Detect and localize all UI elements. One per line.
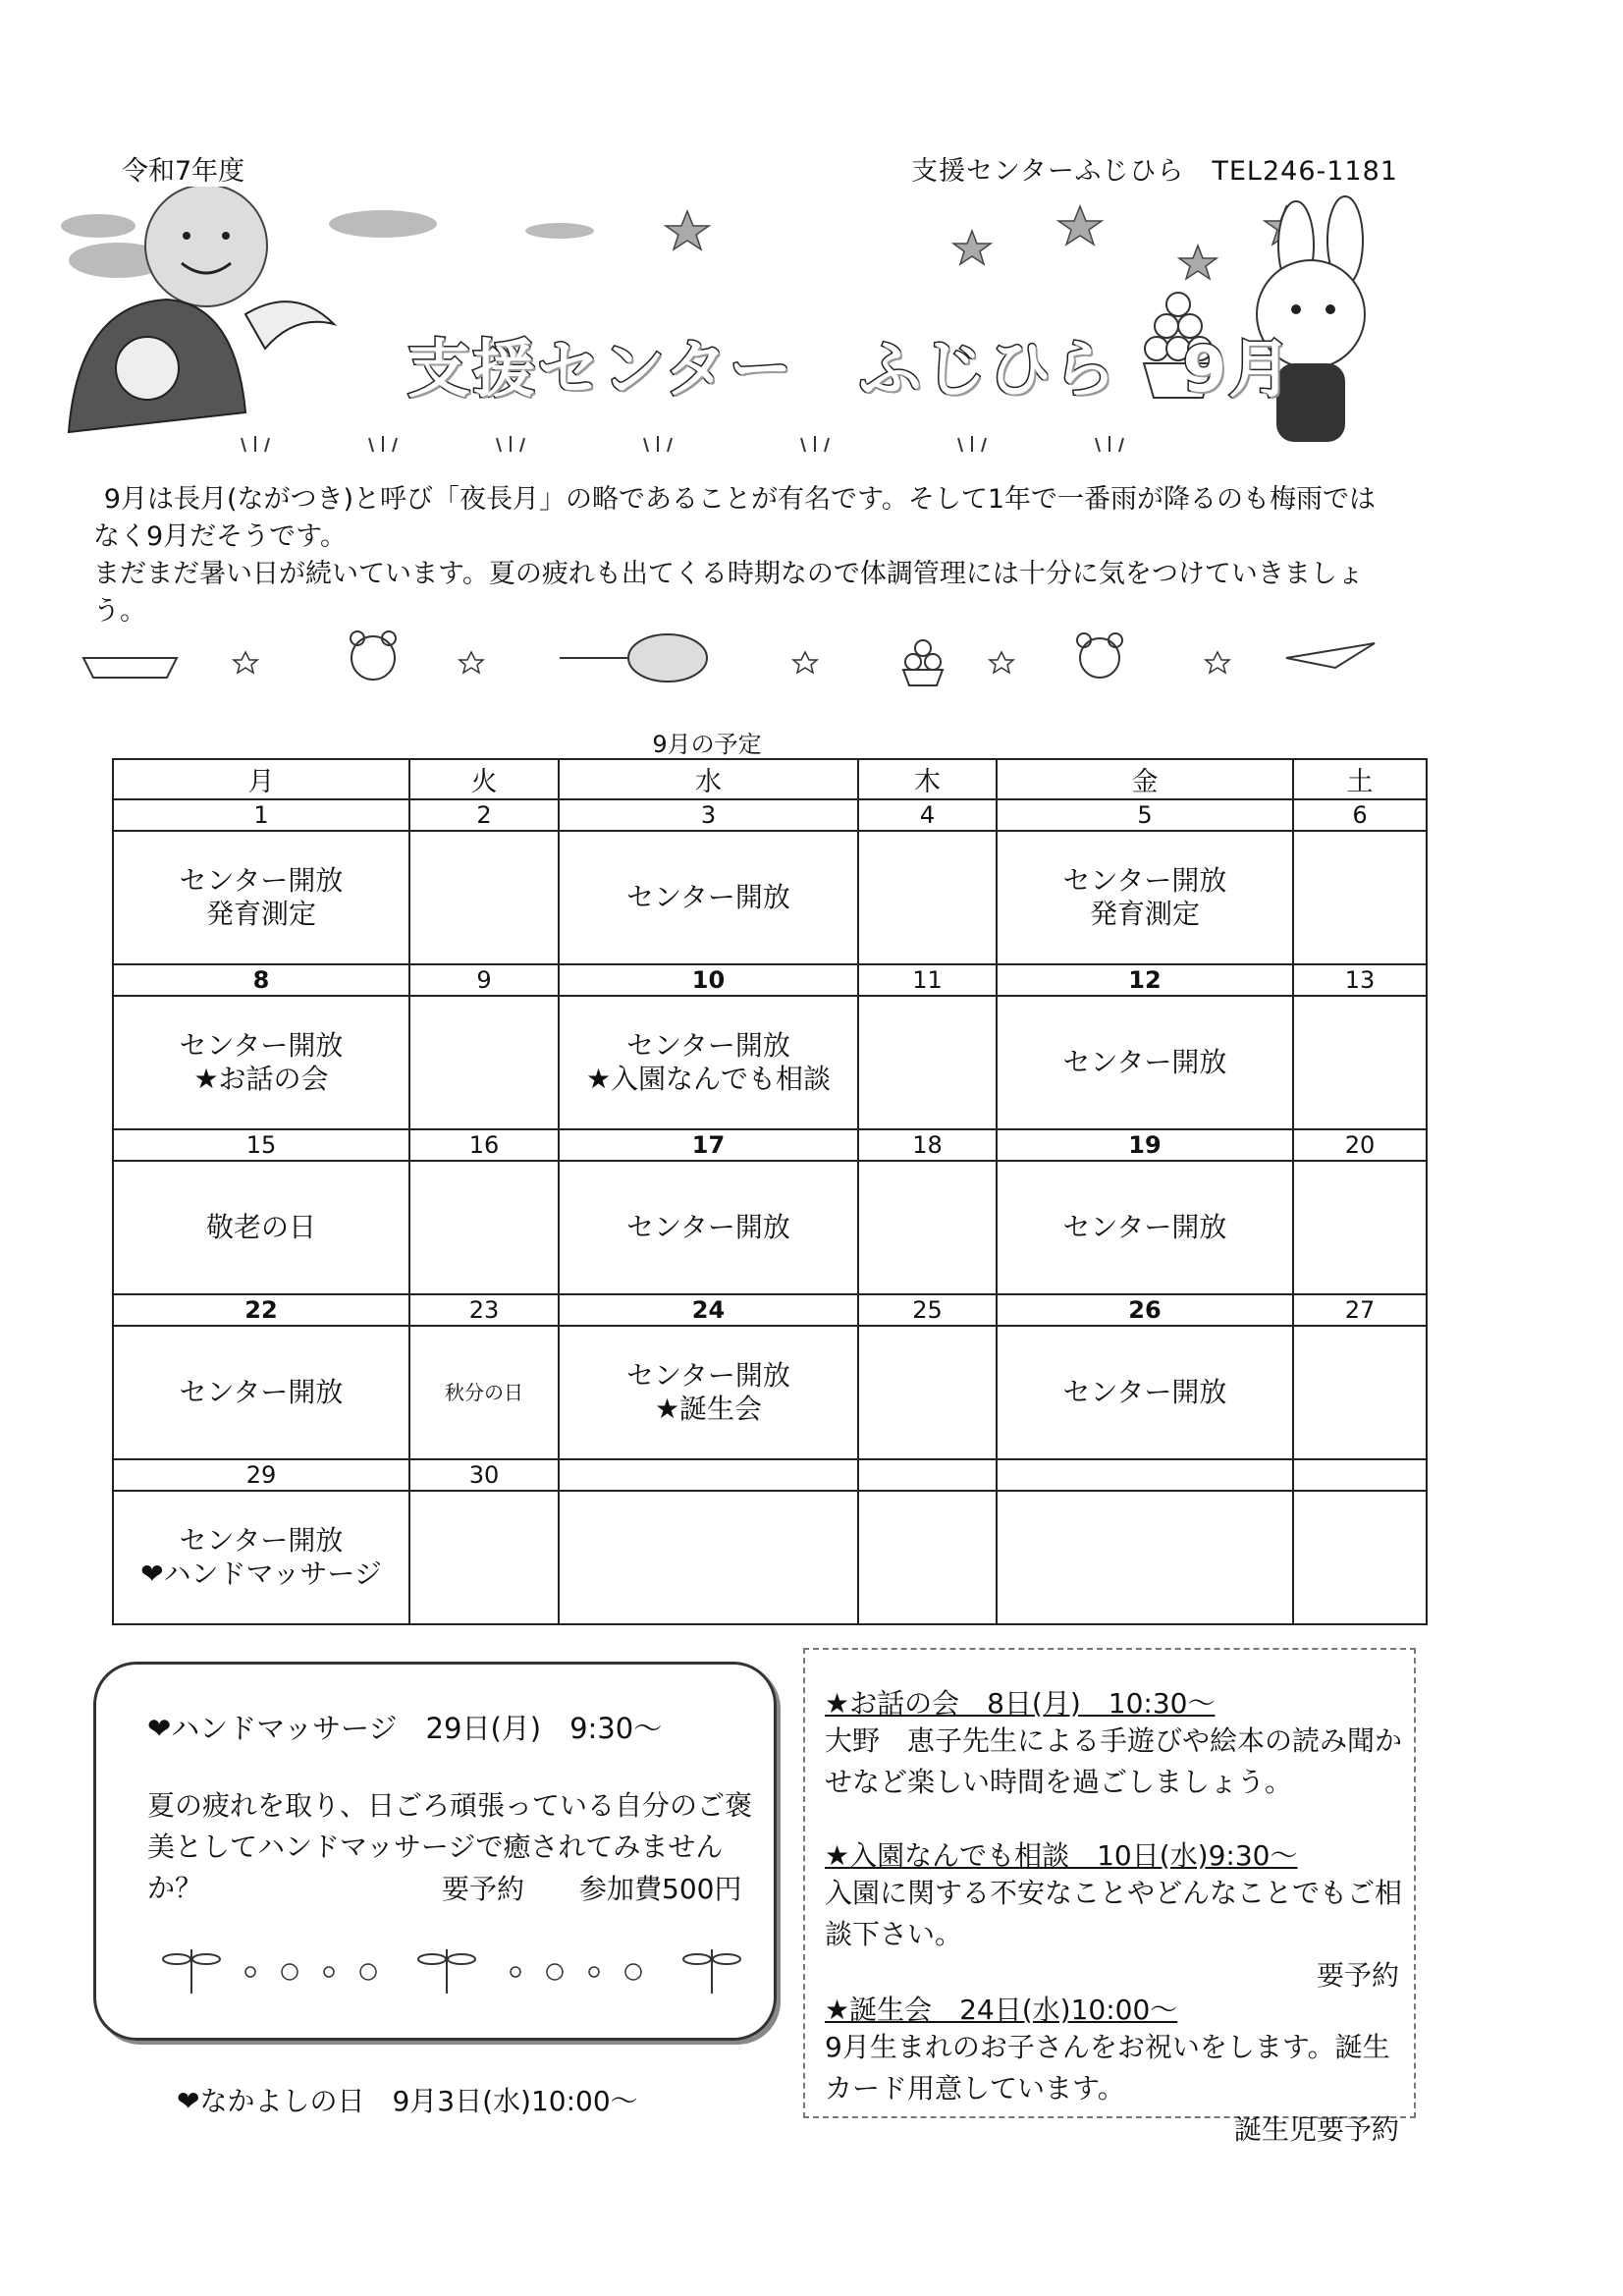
dragonfly-icon: [683, 1949, 740, 1994]
event-text: 秋分の日: [445, 1381, 523, 1404]
date-cell: 8: [113, 964, 409, 996]
event-cell: [858, 996, 997, 1129]
paper-plane-icon: [1286, 643, 1375, 668]
event-text: ★入園なんでも相談: [585, 1063, 832, 1095]
intro-paragraph-1: 9月は長月(ながつき)と呼び「夜長月」の略であることが有名です。そして1年で一番雨が降るのも梅雨ではなく9月だそうです。: [93, 484, 1377, 552]
date-cell: 11: [858, 964, 997, 996]
dango-icon: [903, 640, 943, 685]
event-cell: [1293, 1161, 1427, 1294]
event-text: センター開放: [626, 1029, 790, 1062]
event-row: [113, 1491, 1427, 1624]
fruit-basket-icon: [83, 658, 177, 678]
date-cell: [858, 1459, 997, 1491]
event-cell: [409, 1161, 559, 1294]
date-cell: 4: [858, 799, 997, 831]
event-cell: [409, 1491, 559, 1624]
event-description: 9月生まれのお子さんをお祝いをします。誕生カード用意しています。: [825, 2031, 1390, 2105]
event-text: センター開放: [1062, 864, 1227, 897]
event-text: ❤ハンドマッサージ: [140, 1558, 382, 1590]
event-cell: [113, 1491, 409, 1624]
date-cell: 10: [559, 964, 858, 996]
event-cell: [997, 1326, 1293, 1459]
date-cell: 26: [997, 1294, 1293, 1326]
date-cell: 16: [409, 1129, 559, 1161]
mouse-icon: [1077, 633, 1122, 678]
event-text: 発育測定: [205, 898, 316, 930]
schedule-caption: 9月の予定: [652, 731, 762, 758]
event-title: ★入園なんでも相談 10日(水)9:30～: [825, 1839, 1298, 1872]
date-cell: 22: [113, 1294, 409, 1326]
date-row: [113, 1459, 1427, 1491]
date-cell: 9: [409, 964, 559, 996]
event-cell: [559, 1326, 858, 1459]
event-text: センター開放: [1062, 1046, 1227, 1078]
event-text: ★誕生会: [654, 1393, 763, 1425]
date-cell: 24: [559, 1294, 858, 1326]
event-text: センター開放: [179, 1524, 344, 1557]
weekday-header-row: [113, 759, 1427, 799]
moon-face-icon: [560, 634, 707, 682]
grass-icon: [242, 436, 1123, 452]
date-row: [113, 799, 1427, 831]
event-note: 要予約: [1316, 1959, 1399, 1992]
decorative-border: [79, 629, 1404, 687]
event-cell: [997, 996, 1293, 1129]
date-cell: 27: [1293, 1294, 1427, 1326]
event-note: 誕生児要予約: [1233, 2113, 1399, 2146]
event-row: [113, 1161, 1427, 1294]
hand-massage-note: 要予約 参加費500円: [442, 1873, 742, 1905]
event-text: センター開放: [179, 1376, 344, 1408]
date-cell: 30: [409, 1459, 559, 1491]
event-cell: [858, 1491, 997, 1624]
event-cell: [113, 1326, 409, 1459]
date-cell: 23: [409, 1294, 559, 1326]
weekday-header: 木: [858, 759, 997, 799]
event-row: [113, 996, 1427, 1129]
event-cell: [1293, 831, 1427, 964]
bear-icon: [351, 631, 396, 680]
event-description: 大野 恵子先生による手遊びや絵本の読み聞かせなど楽しい時間を過ごしましょう。: [825, 1724, 1403, 1798]
event-text: センター開放: [1062, 1211, 1227, 1243]
date-cell: 15: [113, 1129, 409, 1161]
event-cell: [997, 1161, 1293, 1294]
event-cell: [858, 1326, 997, 1459]
dragonfly-border: [152, 1944, 751, 1997]
date-cell: 3: [559, 799, 858, 831]
cloud-icon: [61, 210, 594, 278]
intro-text: [93, 481, 1399, 630]
date-cell: [997, 1459, 1293, 1491]
event-cell: [113, 1161, 409, 1294]
date-cell: 13: [1293, 964, 1427, 996]
dragonfly-icon: [163, 1949, 220, 1994]
calendar-table: [112, 758, 1428, 1625]
moon-face-icon: [145, 187, 267, 306]
event-text: 発育測定: [1089, 898, 1200, 930]
nakayoshi-day-notice: ❤なかよしの日 9月3日(水)10:00～: [177, 2085, 638, 2117]
event-text: センター開放: [626, 1211, 790, 1243]
event-cell: [1293, 1326, 1427, 1459]
event-text: 敬老の日: [205, 1211, 316, 1243]
weekday-header: 土: [1293, 759, 1427, 799]
event-body: [825, 1721, 1414, 1803]
event-cell: [858, 831, 997, 964]
fiscal-year-label: 令和7年度: [122, 156, 245, 187]
event-title: ★お話の会 8日(月) 10:30～: [825, 1687, 1216, 1720]
event-cell: [559, 1491, 858, 1624]
event-text: センター開放: [1062, 1376, 1227, 1408]
event-text: センター開放: [626, 1359, 790, 1392]
event-text: センター開放: [179, 864, 344, 897]
intro-paragraph-2: まだまだ暑い日が続いています。夏の疲れも出てくる時期なので体調管理には十分に気をつけていきましょう。: [93, 559, 1364, 627]
star-icon: [666, 206, 1308, 279]
event-cell: [113, 831, 409, 964]
event-body: [825, 1873, 1414, 1996]
date-cell: 6: [1293, 799, 1427, 831]
date-cell: 2: [409, 799, 559, 831]
hill-mouse-icon: [69, 300, 334, 432]
event-body: [825, 2027, 1414, 2151]
event-cell: [409, 831, 559, 964]
event-cell: [997, 831, 1293, 964]
date-row: [113, 964, 1427, 996]
date-cell: [1293, 1459, 1427, 1491]
date-cell: 18: [858, 1129, 997, 1161]
date-cell: [559, 1459, 858, 1491]
event-cell: [409, 996, 559, 1129]
event-cell: [113, 996, 409, 1129]
event-cell: [559, 1161, 858, 1294]
weekday-header: 火: [409, 759, 559, 799]
date-cell: 25: [858, 1294, 997, 1326]
hand-massage-body: 夏の疲れを取り、日ごろ頑張っている自分のご褒美としてハンドマッサージで癒されてみませんか？: [147, 1789, 753, 1904]
weekday-header: 水: [559, 759, 858, 799]
event-text: センター開放: [179, 1029, 344, 1062]
event-row: [113, 1326, 1427, 1459]
flower-icon: [245, 1964, 641, 1980]
date-cell: 12: [997, 964, 1293, 996]
date-cell: 29: [113, 1459, 409, 1491]
event-cell: [1293, 1491, 1427, 1624]
event-row: [113, 831, 1427, 964]
event-cell: [559, 831, 858, 964]
event-cell: [1293, 996, 1427, 1129]
event-text: センター開放: [626, 881, 790, 913]
hand-massage-title: ❤ハンドマッサージ 29日(月) 9:30～: [147, 1712, 663, 1745]
weekday-header: 月: [113, 759, 409, 799]
date-cell: 5: [997, 799, 1293, 831]
event-title: ★誕生会 24日(水)10:00～: [825, 1994, 1178, 2026]
center-contact: 支援センターふじひら TEL246-1181: [911, 156, 1398, 187]
date-cell: 1: [113, 799, 409, 831]
dragonfly-icon: [418, 1949, 475, 1994]
event-cell: [997, 1491, 1293, 1624]
event-cell: [858, 1161, 997, 1294]
event-cell: [559, 996, 858, 1129]
event-description: 入園に関する不安なことやどんなことでもご相談下さい。: [825, 1877, 1403, 1950]
date-cell: 17: [559, 1129, 858, 1161]
page-title: 支援センター ふじひら 9月: [407, 334, 1293, 407]
date-row: [113, 1294, 1427, 1326]
date-row: [113, 1129, 1427, 1161]
date-cell: 19: [997, 1129, 1293, 1161]
date-cell: 20: [1293, 1129, 1427, 1161]
event-text: ★お話の会: [193, 1063, 329, 1095]
event-cell: [409, 1326, 559, 1459]
weekday-header: 金: [997, 759, 1293, 799]
